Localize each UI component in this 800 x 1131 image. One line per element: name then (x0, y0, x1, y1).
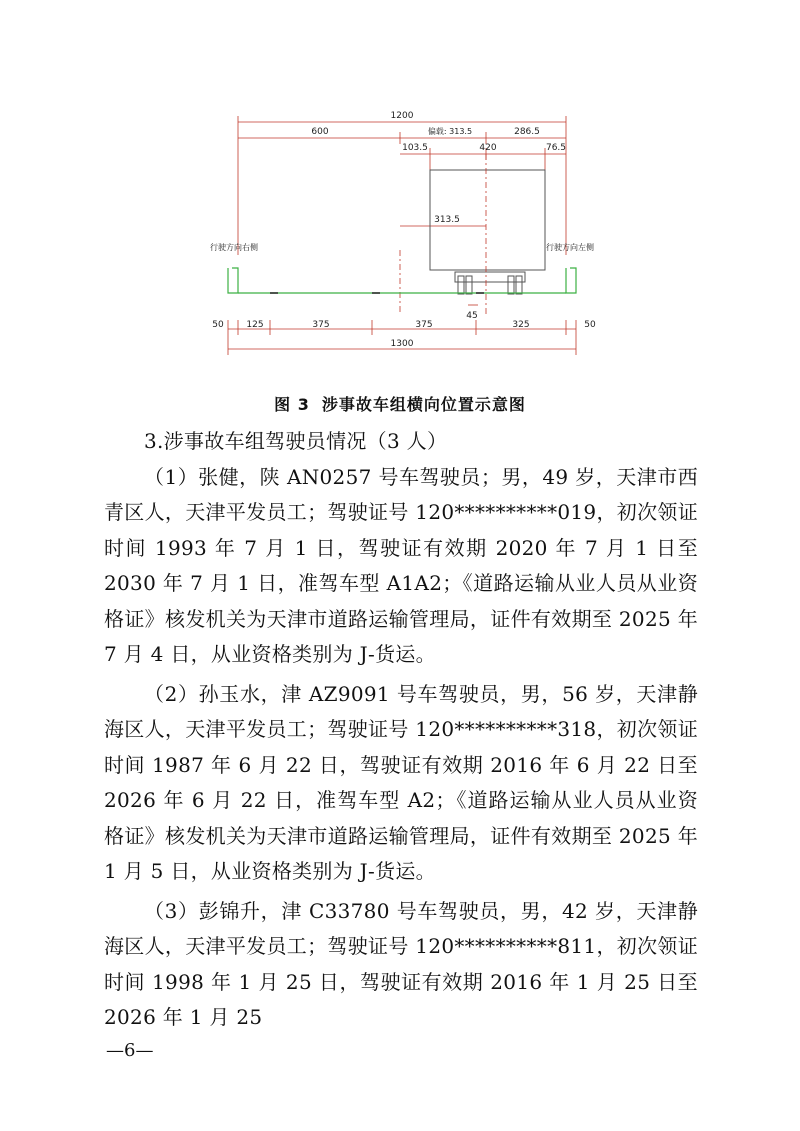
label-right-side: 行驶方向右侧 (210, 243, 258, 252)
figure-caption (0, 392, 800, 415)
label-600: 600 (311, 127, 329, 137)
label-286: 286.5 (514, 127, 540, 137)
label-375-b: 375 (415, 320, 433, 330)
label-total-top: 1200 (390, 111, 414, 121)
diagram-svg (0, 100, 800, 370)
label-375-a: 375 (312, 320, 330, 330)
label-left-side: 行驶方向左侧 (546, 243, 594, 252)
label-103: 103.5 (402, 143, 428, 153)
driver-paragraph-1: （1）张健，陕 AN0257 号车驾驶员；男，49 岁，天津市西青区人，天津平发员工；驾驶证号 120**********019，初次领证时间 1993 年 7 月 1 日，驾驶证有效期 2020 年 7 月 1 日至 2030 年 7 月 1 日，准驾车型 A1A2；《道路运输从业人员从业资格证》核发机关为天津市道路运输管理局，证件有效期至 2025 年 7 月 4 日，从业资格类别为 J-货运。 (104, 464, 698, 666)
label-325: 325 (512, 320, 530, 330)
body-text (104, 424, 698, 1036)
label-420: 420 (479, 143, 497, 153)
driver-paragraph-3: （3）彭锦升，津 C33780 号车驾驶员，男，42 岁，天津静海区人，天津平发员工；驾驶证号 120**********811，初次领证时间 1998 年 1 月 25 日，驾驶证有效期 2016 年 1 月 25 日至 2026 年 1 月 25 (104, 898, 698, 1029)
label-50-left: 50 (212, 320, 224, 330)
label-76: 76.5 (545, 143, 567, 153)
label-total-bottom: 1300 (390, 339, 414, 349)
label-inner-313: 313.5 (434, 215, 460, 225)
top-dimension-labels (311, 111, 566, 225)
section-heading: 3.涉事故车组驾驶员情况（3 人） (144, 429, 448, 453)
figure-title: 涉事故车组横向位置示意图 (321, 395, 526, 414)
label-50-right: 50 (584, 320, 596, 330)
figure-number: 图 3 (274, 395, 310, 414)
label-45: 45 (466, 311, 478, 321)
driver-paragraph-2: （2）孙玉水，津 AZ9091 号车驾驶员，男，56 岁，天津静海区人，天津平发员工；驾驶证号 120**********318，初次领证时间 1987 年 6 月 22 日，驾驶证有效期 2016 年 6 月 22 日至 2026 年 6 月 22 日，准驾车型 A2；《道路运输从业人员从业资格证》核发机关为天津市道路运输管理局，证件有效期至 2025 年 1 月 5 日，从业资格类别为 J-货运。 (104, 681, 698, 883)
label-offset: 偏载: 313.5 (427, 127, 473, 136)
page-number: —6— (106, 1040, 154, 1061)
cross-section-diagram (0, 100, 800, 370)
label-125: 125 (246, 320, 264, 330)
truck-chassis (455, 272, 525, 294)
